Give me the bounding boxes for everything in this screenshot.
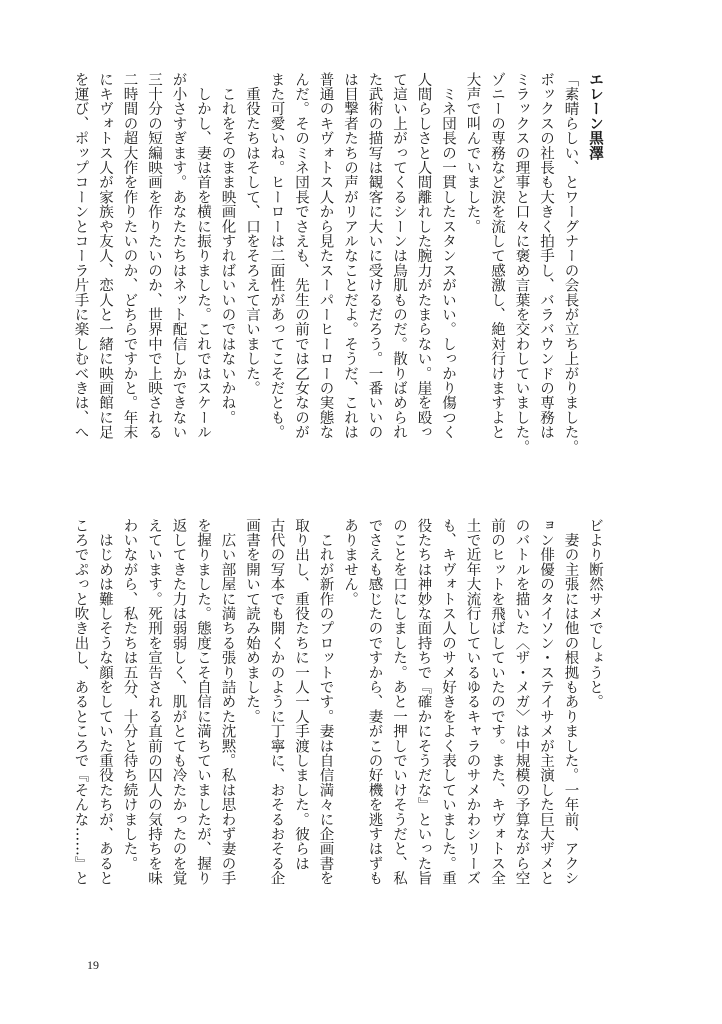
text-line: ボックスの社長も大きく拍手し、バラバウンドの専務は: [538, 72, 554, 440]
text-line: 土で近年大流行しているゆるキャラのサメかわシリーズ: [464, 518, 481, 886]
text-line: ミネ団長の一貫したスタンスがいい。しっかり傷つく: [440, 72, 456, 440]
text-line: はじめは難しそうな顔をしていた重役たちが、あると: [97, 518, 113, 886]
text-line: でさえも感じたのですから、妻がこの好機を逃すはずも: [366, 518, 383, 886]
text-line: 妻の主張には他の根拠もありました。一年前、アクシ: [562, 518, 579, 886]
text-line: 二時間の超大作を作りたいのか、どちらですかと。年末: [121, 72, 138, 440]
top-text-block: [72, 72, 607, 492]
text-line: また可愛いね。ヒーローは二面性があってこそだとも。: [268, 72, 285, 440]
text-line: 前のヒットを飛ばしていたのです。また、キヴォトス全: [489, 518, 505, 886]
text-line: のことを口にしました。あと一押しでいけそうだと、私: [391, 518, 407, 886]
text-line: 広い部屋に満ちる張り詰めた沈黙。私は思わず妻の手: [219, 518, 236, 886]
text-line: のバトルを描いた〈ザ・メガ〉は中規模の予算ながら空: [513, 518, 530, 886]
text-line: て這い上がってくるシーンは鳥肌ものだ。散りばめられ: [391, 72, 407, 440]
text-line: これをそのまま映画化すればいいのではないかね。: [219, 72, 236, 425]
text-line: が小さすぎます。あなたたちはネット配信しかできない: [170, 72, 187, 440]
bottom-text-block: [72, 518, 607, 938]
text-line: ありません。: [342, 518, 358, 607]
page-number: 19: [87, 958, 99, 972]
text-line: 返してきた力は弱弱しく、肌がとても冷たかったのを覚: [170, 518, 187, 886]
text-line: んだ。そのミネ団長でさえも、先生の前では乙女なのが: [293, 72, 309, 440]
text-line: は目撃者たちの声がリアルなことだよ。そうだ、これは: [342, 72, 358, 440]
text-line: た武術の描写は観客に大いに受けるだろう。一番いいの: [366, 72, 383, 440]
text-line: ョン俳優のタイソン・ステイサメが主演した巨大ザメと: [538, 518, 554, 886]
text-line: 役たちは神妙な面持ちで『確かにそうだな』といった旨: [415, 518, 432, 886]
text-line: しかし、妻は首を横に振りました。これではスケール: [195, 72, 211, 440]
text-line: にキヴォトス人が家族や友人、恋人と一緒に映画館に足: [97, 72, 113, 440]
text-line: を握りました。態度こそ自信に満ちていましたが、握り: [195, 518, 211, 886]
text-line: 人間らしさと人間離れした腕力がたまらない。崖を殴っ: [415, 72, 432, 440]
text-line: 取り出し、重役たちに一人一人手渡しました。彼らは: [293, 518, 309, 871]
text-line: 古代の写本でも開くかのように丁寧に、おそるおそる企: [268, 518, 285, 886]
section-heading: エレーン黒澤: [587, 72, 603, 161]
text-line: も、キヴォトス人のサメ好きをよく表していました。重: [440, 518, 456, 886]
text-line: ゾニーの専務など涙を流して感激し、絶対行けますよと: [489, 72, 505, 440]
text-line: 大声で叫んでいました。: [464, 72, 481, 234]
text-line: 「素晴らしい、とワーグナーの会長が立ち上がりました。: [562, 72, 579, 455]
text-line: 三十分の短編映画を作りたいのか、世界中で上映される: [146, 72, 162, 440]
text-line: 画書を開いて読み始めました。: [244, 518, 260, 724]
text-line: えています。死刑を宣告される直前の囚人の気持ちを味: [146, 518, 162, 886]
text-line: わいながら、私たちは五分、十分と待ち続けました。: [121, 518, 138, 871]
text-line: ころでぷっと吹き出し、あるところで『そんな……』と: [72, 518, 89, 886]
text-line: ビより断然サメでしょうと。: [587, 518, 603, 710]
text-line: ミラックスの理事と口々に褒め言葉を交わしていました。: [513, 72, 530, 455]
text-line: 重役たちはそして、口をそろえて言いました。: [244, 72, 260, 396]
text-line: を運び、ポップコーンとコーラ片手に楽しむべきは、へ: [72, 72, 89, 440]
text-line: これが新作のプロットです。妻は自信満々に企画書を: [317, 518, 334, 886]
text-line: 普通のキヴォトス人から見たスーパーヒーローの実態な: [317, 72, 334, 440]
